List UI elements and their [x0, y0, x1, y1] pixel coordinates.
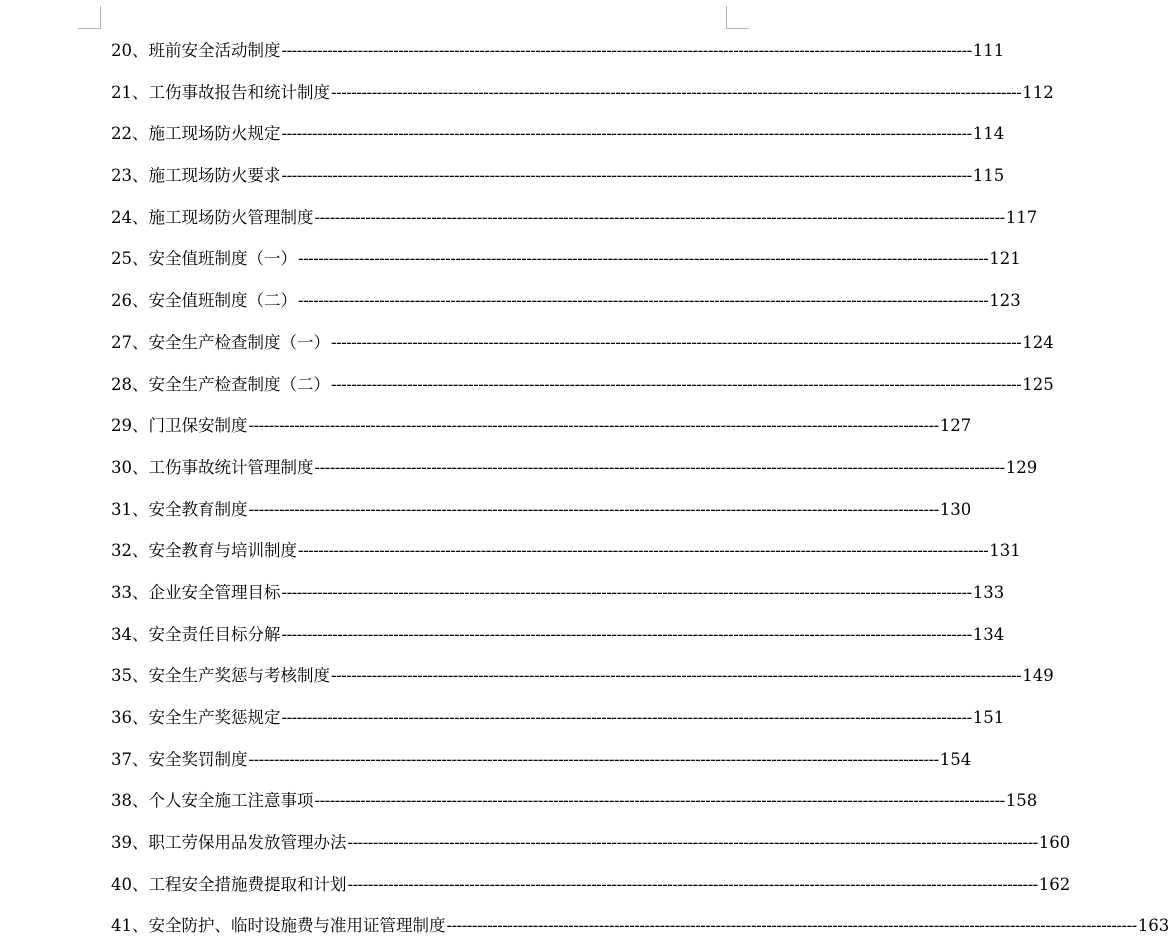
toc-entry-title: 职工劳保用品发放管理办法 — [148, 833, 347, 853]
toc-entry-number: 31 — [111, 499, 132, 519]
toc-entry-title: 安全生产奖惩规定 — [148, 708, 281, 727]
toc-entry-title: 安全生产检查制度（二） — [148, 374, 330, 394]
toc-entry[interactable] — [111, 30, 1005, 72]
toc-entry-title: 工伤事故报告和统计制度 — [148, 82, 330, 102]
toc-entry-page: 160 — [1038, 833, 1071, 853]
toc-entry-page: 133 — [972, 582, 1005, 602]
toc-entry[interactable] — [111, 905, 1169, 947]
toc-dot-leader: ---------------------------------------------------------------------------------------------------------------------------------------- — [281, 124, 972, 144]
toc-entry[interactable] — [111, 489, 972, 531]
toc-entry-page: 121 — [989, 249, 1021, 269]
toc-entry-page: 115 — [972, 166, 1005, 186]
toc-entry-page: 125 — [1022, 374, 1054, 394]
toc-entry-separator: 、 — [132, 624, 149, 644]
toc-entry-number: 26 — [111, 291, 132, 311]
toc-entry[interactable] — [111, 72, 1054, 114]
page-corner-mark-left — [78, 6, 101, 29]
toc-entry-title: 施工现场防火要求 — [148, 166, 281, 186]
toc-entry[interactable] — [111, 197, 1038, 239]
toc-entry-number: 41 — [111, 916, 132, 936]
toc-entry-title: 安全奖罚制度 — [148, 749, 248, 769]
toc-dot-leader: ---------------------------------------------------------------------------------------------------------------------------------------- — [331, 666, 1022, 686]
toc-entry-title: 安全值班制度（一） — [148, 249, 297, 269]
toc-dot-leader: ---------------------------------------------------------------------------------------------------------------------------------------- — [281, 582, 972, 602]
toc-entry-number: 25 — [111, 249, 132, 269]
toc-entry-separator: 、 — [132, 666, 149, 686]
toc-entry-number: 24 — [111, 207, 132, 227]
toc-entry-page: 154 — [939, 749, 972, 769]
toc-entry[interactable] — [111, 864, 1071, 906]
toc-entry-title: 安全防护、临时设施费与准用证管理制度 — [148, 916, 446, 936]
toc-entry[interactable] — [111, 614, 1005, 656]
toc-dot-leader: ---------------------------------------------------------------------------------------------------------------------------------------- — [248, 416, 939, 436]
toc-entry-number: 23 — [111, 166, 132, 186]
toc-entry-separator: 、 — [132, 249, 149, 269]
toc-dot-leader: ---------------------------------------------------------------------------------------------------------------------------------------- — [331, 332, 1022, 352]
toc-entry-title: 安全教育制度 — [148, 499, 248, 519]
toc-entry-number: 21 — [111, 82, 132, 102]
toc-entry-separator: 、 — [132, 916, 149, 936]
toc-entry-page: 127 — [939, 416, 972, 436]
toc-entry-title: 施工现场防火管理制度 — [148, 207, 314, 227]
toc-entry[interactable] — [111, 405, 972, 447]
toc-entry-title: 施工现场防火规定 — [148, 124, 281, 144]
toc-entry-separator: 、 — [132, 82, 149, 102]
toc-entry-number: 29 — [111, 416, 132, 436]
toc-entry-number: 38 — [111, 791, 132, 811]
table-of-contents — [111, 30, 1169, 947]
toc-entry-page: 117 — [1005, 207, 1038, 227]
toc-entry-separator: 、 — [132, 874, 149, 894]
toc-entry-number: 28 — [111, 374, 132, 394]
toc-dot-leader: ---------------------------------------------------------------------------------------------------------------------------------------- — [281, 624, 972, 644]
toc-dot-leader: ---------------------------------------------------------------------------------------------------------------------------------------- — [248, 749, 939, 769]
toc-entry-page: 130 — [939, 499, 972, 519]
toc-entry-page: 111 — [972, 41, 1005, 60]
toc-entry-page: 112 — [1022, 82, 1054, 102]
toc-entry-page: 162 — [1038, 874, 1071, 894]
toc-entry[interactable] — [111, 572, 1005, 614]
toc-entry[interactable] — [111, 655, 1054, 697]
toc-entry-page: 158 — [1005, 791, 1038, 811]
toc-entry-title: 工程安全措施费提取和计划 — [148, 874, 347, 894]
toc-dot-leader: ---------------------------------------------------------------------------------------------------------------------------------------- — [281, 41, 972, 60]
toc-entry-separator: 、 — [132, 166, 149, 186]
toc-entry[interactable] — [111, 113, 1005, 155]
toc-dot-leader: ---------------------------------------------------------------------------------------------------------------------------------------- — [314, 207, 1005, 227]
toc-entry-separator: 、 — [132, 41, 149, 60]
toc-entry-number: 36 — [111, 708, 132, 727]
toc-entry-number: 30 — [111, 457, 132, 477]
toc-entry[interactable] — [111, 822, 1071, 864]
toc-entry-separator: 、 — [132, 833, 149, 853]
toc-entry-number: 33 — [111, 582, 132, 602]
toc-entry-number: 35 — [111, 666, 132, 686]
toc-entry[interactable] — [111, 739, 972, 781]
toc-dot-leader: ---------------------------------------------------------------------------------------------------------------------------------------- — [314, 457, 1005, 477]
toc-entry-number: 39 — [111, 833, 132, 853]
toc-dot-leader: ---------------------------------------------------------------------------------------------------------------------------------------- — [314, 791, 1005, 811]
toc-entry-separator: 、 — [132, 416, 149, 436]
toc-entry-separator: 、 — [132, 207, 149, 227]
toc-entry-separator: 、 — [132, 708, 149, 727]
toc-entry-title: 安全生产检查制度（一） — [148, 332, 330, 352]
toc-entry-page: 129 — [1005, 457, 1038, 477]
toc-entry-separator: 、 — [132, 124, 149, 144]
toc-dot-leader: ---------------------------------------------------------------------------------------------------------------------------------------- — [248, 499, 939, 519]
toc-entry-number: 34 — [111, 624, 132, 644]
toc-dot-leader: ---------------------------------------------------------------------------------------------------------------------------------------- — [347, 874, 1038, 894]
toc-entry-title: 个人安全施工注意事项 — [148, 791, 314, 811]
page-corner-mark-right — [726, 6, 749, 29]
toc-entry-separator: 、 — [132, 499, 149, 519]
toc-entry-page: 124 — [1022, 332, 1054, 352]
toc-entry-title: 班前安全活动制度 — [148, 41, 281, 60]
toc-entry-title: 安全教育与培训制度 — [148, 541, 297, 561]
toc-dot-leader: ---------------------------------------------------------------------------------------------------------------------------------------- — [331, 374, 1022, 394]
toc-entry[interactable] — [111, 322, 1054, 364]
toc-entry[interactable] — [111, 697, 1005, 739]
toc-entry[interactable] — [111, 238, 1021, 280]
toc-entry-title: 安全值班制度（二） — [148, 291, 297, 311]
toc-dot-leader: ---------------------------------------------------------------------------------------------------------------------------------------- — [281, 166, 972, 186]
toc-entry-number: 20 — [111, 41, 132, 60]
toc-entry-separator: 、 — [132, 791, 149, 811]
toc-dot-leader: ---------------------------------------------------------------------------------------------------------------------------------------- — [298, 249, 989, 269]
toc-dot-leader: ---------------------------------------------------------------------------------------------------------------------------------------- — [281, 708, 972, 727]
toc-dot-leader: ---------------------------------------------------------------------------------------------------------------------------------------- — [298, 541, 989, 561]
toc-dot-leader: ---------------------------------------------------------------------------------------------------------------------------------------- — [446, 916, 1137, 936]
toc-entry-title: 门卫保安制度 — [148, 416, 248, 436]
toc-entry[interactable] — [111, 280, 1021, 322]
toc-entry[interactable] — [111, 155, 1005, 197]
toc-entry[interactable] — [111, 530, 1021, 572]
toc-entry-number: 40 — [111, 874, 132, 894]
toc-entry[interactable] — [111, 780, 1038, 822]
toc-entry-number: 32 — [111, 541, 132, 561]
toc-entry-page: 134 — [972, 624, 1005, 644]
toc-entry-page: 149 — [1022, 666, 1054, 686]
toc-entry[interactable] — [111, 364, 1054, 406]
toc-entry-title: 安全责任目标分解 — [148, 624, 281, 644]
toc-entry-page: 114 — [972, 124, 1005, 144]
toc-entry-number: 37 — [111, 749, 132, 769]
toc-entry-page: 151 — [972, 708, 1005, 727]
toc-entry-title: 企业安全管理目标 — [148, 582, 281, 602]
toc-entry-title: 工伤事故统计管理制度 — [148, 457, 314, 477]
toc-entry-number: 27 — [111, 332, 132, 352]
toc-entry-separator: 、 — [132, 541, 149, 561]
toc-dot-leader: ---------------------------------------------------------------------------------------------------------------------------------------- — [331, 82, 1022, 102]
toc-dot-leader: ---------------------------------------------------------------------------------------------------------------------------------------- — [298, 291, 989, 311]
toc-entry-title: 安全生产奖惩与考核制度 — [148, 666, 330, 686]
toc-entry-separator: 、 — [132, 291, 149, 311]
toc-entry-separator: 、 — [132, 582, 149, 602]
toc-entry-page: 131 — [989, 541, 1021, 561]
toc-entry-separator: 、 — [132, 374, 149, 394]
toc-dot-leader: ---------------------------------------------------------------------------------------------------------------------------------------- — [347, 833, 1038, 853]
toc-entry-page: 123 — [989, 291, 1021, 311]
toc-entry-number: 22 — [111, 124, 132, 144]
toc-entry-separator: 、 — [132, 749, 149, 769]
toc-entry-separator: 、 — [132, 457, 149, 477]
toc-entry[interactable] — [111, 447, 1038, 489]
toc-entry-page: 163 — [1137, 916, 1169, 936]
toc-entry-separator: 、 — [132, 332, 149, 352]
